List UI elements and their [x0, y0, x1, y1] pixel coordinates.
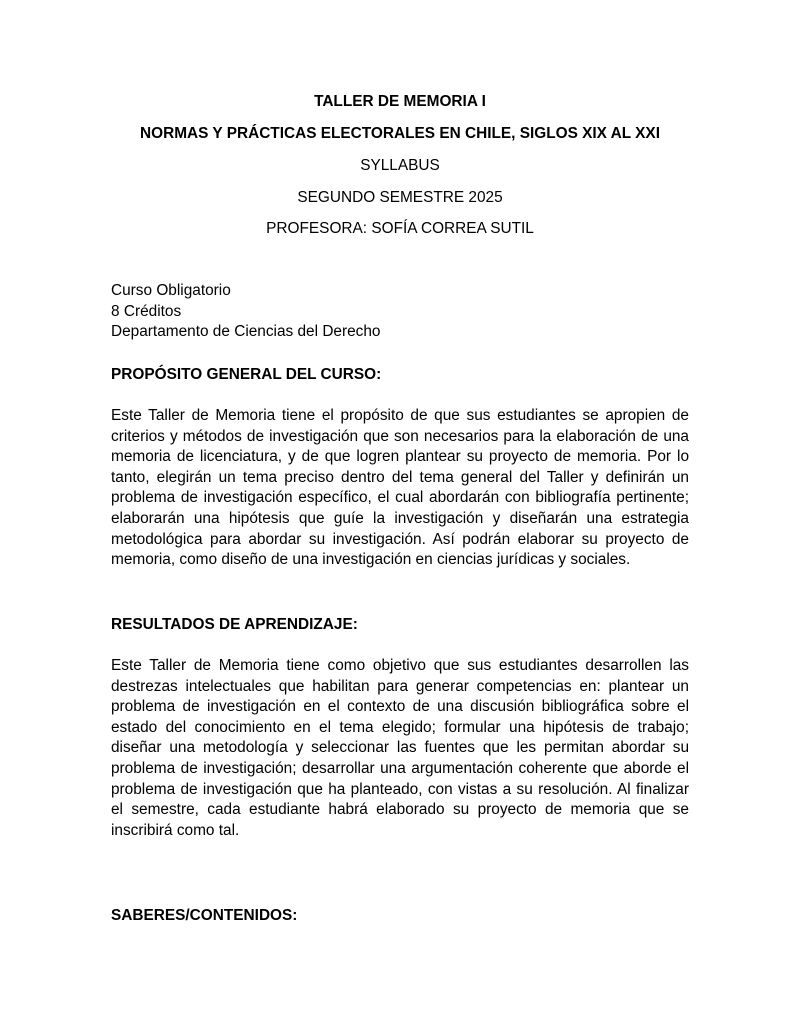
course-type: Curso Obligatorio: [111, 282, 231, 299]
outcomes-heading: RESULTADOS DE APRENDIZAJE:: [111, 616, 358, 633]
outcomes-paragraph: Este Taller de Memoria tiene como objetivo que sus estudiantes desarrollen las destrezas intelectuales que habilitan para generar competencias en: plantear un problema de investigación en el contexto de una discusión bibliográfica sobre el estado del conocimiento en el tema elegido; formular una hipótesis de trabajo; diseñar una metodología y seleccionar las fuentes que les permitan abordar su problema de investigación; desarrollar una argumentación coherente que aborde el problema de investigación que ha planteado, con vistas a su resolución. Al finalizar el semestre, cada estudiante habrá elaborado su proyecto de memoria que se inscribirá como tal.: [111, 657, 689, 839]
purpose-heading: PROPÓSITO GENERAL DEL CURSO:: [111, 366, 382, 383]
contents-heading: SABERES/CONTENIDOS:: [111, 907, 298, 924]
course-title: TALLER DE MEMORIA I: [314, 93, 486, 110]
course-credits: 8 Créditos: [111, 302, 182, 320]
course-meta: [111, 281, 689, 343]
purpose-paragraph: Este Taller de Memoria tiene el propósito de que sus estudiantes se apropien de criterios y métodos de investigación que son necesarios para la elaboración de una memoria de licenciatura, y de que logren plantear su proyecto de memoria. Por lo tanto, elegirán un tema preciso dentro del tema general del Taller y definirán un problema de investigación específico, el cual abordarán con bibliografía pertinente; elaborarán una hipótesis que guíe la investigación y diseñarán una estrategia metodológica para abordar su investigación. Así podrán elaborar su proyecto de memoria, como diseño de una investigación en ciencias jurídicas y sociales.: [111, 407, 689, 569]
professor-label: PROFESORA: SOFÍA CORREA SUTIL: [266, 220, 534, 237]
semester-label: SEGUNDO SEMESTRE 2025: [297, 189, 503, 206]
course-subtitle: NORMAS Y PRÁCTICAS ELECTORALES EN CHILE, SIGLOS XIX AL XXI: [140, 125, 660, 142]
course-department: Departamento de Ciencias del Derecho: [111, 323, 381, 340]
document-type: SYLLABUS: [360, 157, 440, 174]
